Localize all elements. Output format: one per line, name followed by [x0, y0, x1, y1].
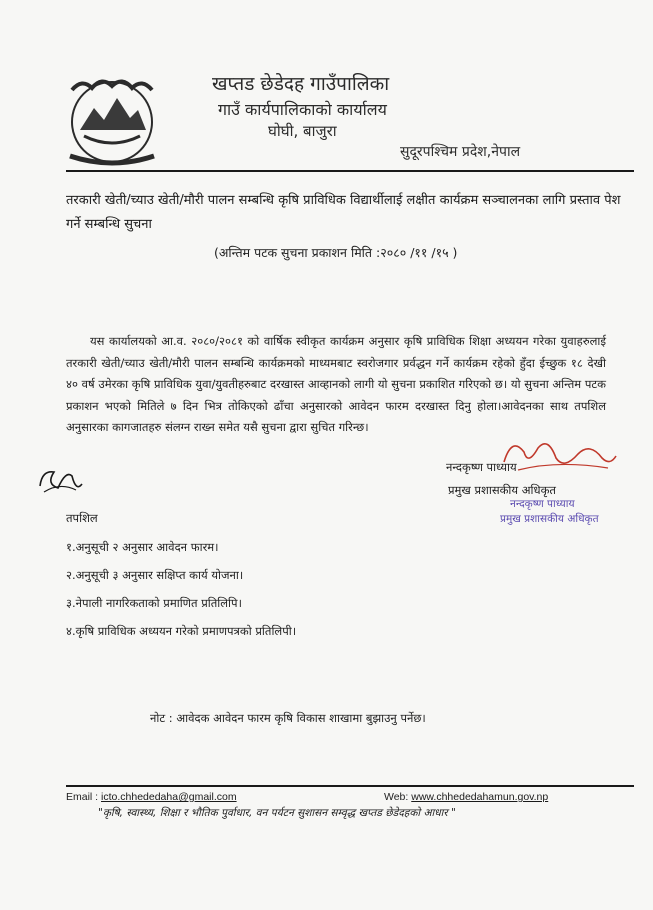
enclosure-item: ३.नेपाली नागरिकताको प्रमाणित प्रतिलिपि।	[66, 596, 242, 610]
email-label: Email :	[66, 791, 99, 803]
email-link[interactable]: icto.chhededaha@gmail.com	[101, 791, 237, 803]
enclosure-item: ४.कृषि प्राविधिक अध्ययन गरेको प्रमाणपत्रको प्रतिलिपी।	[66, 624, 297, 638]
stamp-name: नन्दकृष्ण पाध्याय	[510, 498, 575, 510]
organization-name: खप्तड छेडेदह गाउँपालिका	[212, 73, 390, 95]
initials-signature-icon	[36, 462, 86, 498]
stamp-title: प्रमुख प्रशासकीय अधिकृत	[500, 513, 599, 525]
enclosure-item: २.अनुसूची ३ अनुसार सक्षिप्त कार्य योजना।	[66, 568, 244, 582]
web-label: Web:	[384, 791, 409, 803]
province-name: सुदूरपश्चिम प्रदेश,नेपाल	[400, 144, 521, 160]
signatory-name: नन्दकृष्ण पाध्याय	[446, 460, 517, 474]
footer-divider	[66, 785, 634, 787]
signatory-title: प्रमुख प्रशासकीय अधिकृत	[448, 483, 556, 497]
website-link[interactable]: www.chhededahamun.gov.np	[411, 791, 549, 803]
notice-body: यस कार्यालयको आ.व. २०८०/२०८१ को वार्षिक स्वीकृत कार्यक्रम अनुसार कृषि प्राविधिक शिक्षा अध्ययन गरेका युवाहरुलाई तरकारी खेती/च्याउ खेती/मौरी पालन सम्बन्धि कार्यक्रमको माध्यमबाट स्वरोजगार प्रर्वद्धन गर्ने कार्यक्रम रहेको हुँदा ईच्छुक १८ देखी ४० वर्ष उमेरका कृषि प्राविधिक युवा/युवतीहरुबाट दरखास्त आव्हानको लागी यो सुचना प्रकाशित गरिएको छ। यो सुचना अन्तिम पटक प्रकाशन भएको मितिले ७ दिन भित्र तोकिएको ढाँचा अनुसारको आवेदन फारम दरखास्त दिनु होला।आवेदनका साथ तपशिल अनुसारका कागजातहरु संलग्न राख्न समेत यसै सुचना द्वारा सुचित गरिन्छ।	[66, 334, 606, 434]
footer-website	[384, 791, 548, 803]
footer-motto: "कृषि, स्वास्थ्य, शिक्षा र भौतिक पुर्वाधार, वन पर्यटन सुशासन सम्वृद्ध खप्तड छेडेदहको आधार "	[98, 807, 456, 819]
submission-note: नोट : आवेदक आवेदन फारम कृषि विकास शाखामा बुझाउनु पर्नेछ।	[150, 711, 426, 725]
enclosures-heading: तपशिल	[66, 511, 98, 525]
nepal-emblem-icon	[62, 70, 162, 170]
footer-email	[66, 791, 237, 803]
notice-subject: तरकारी खेती/च्याउ खेती/मौरी पालन सम्बन्धि कृषि प्राविधिक विद्यार्थीलाई लक्षीत कार्यक्रम सञ्चालनका लागि प्रस्ताव पेश गर्ने सम्बन्धि सुचना	[66, 193, 621, 232]
enclosure-item: १.अनुसूची २ अनुसार आवेदन फारम।	[66, 540, 219, 554]
office-name: गाउँ कार्यपालिकाको कार्यालय	[218, 100, 387, 119]
publication-date: (अन्तिम पटक सुचना प्रकाशन मिति :२०८० /११ /१५ )	[214, 245, 458, 260]
header-divider	[66, 170, 634, 172]
office-location: घोघी, बाजुरा	[268, 122, 337, 140]
